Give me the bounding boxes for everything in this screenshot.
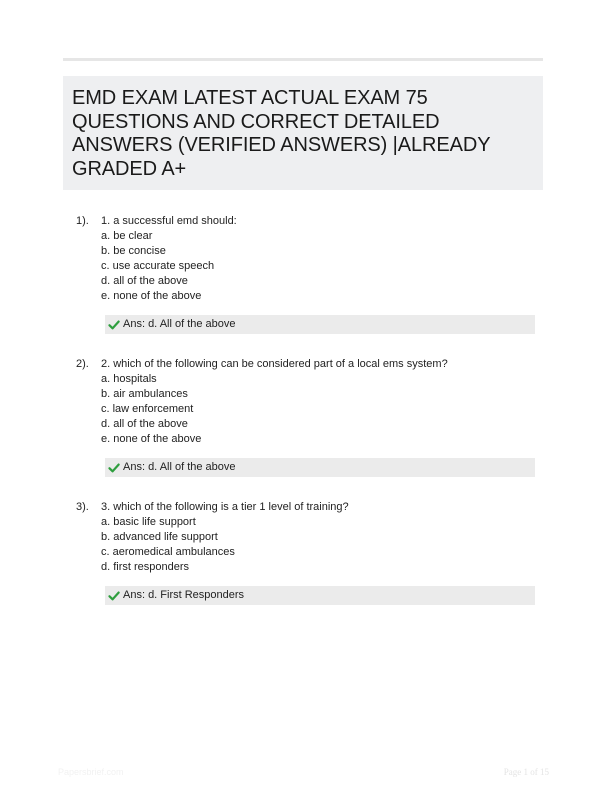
option-d: d. all of the above <box>101 418 188 430</box>
check-icon <box>108 319 120 331</box>
option-b: b. air ambulances <box>101 388 188 400</box>
check-icon <box>108 590 120 602</box>
answer-text: Ans: d. All of the above <box>123 461 236 473</box>
footer-site: Papersbrief.com <box>58 767 124 777</box>
option-d: d. all of the above <box>101 275 188 287</box>
question-item <box>63 500 543 606</box>
option-e: e. none of the above <box>101 290 202 302</box>
question-number: 2). <box>76 358 89 370</box>
option-b: b. advanced life support <box>101 531 218 543</box>
check-icon <box>108 462 120 474</box>
answer-box <box>105 458 535 477</box>
answer-box <box>105 315 535 334</box>
option-c: c. use accurate speech <box>101 260 215 272</box>
question-text: 3. which of the following is a tier 1 level of training? <box>101 501 349 513</box>
option-a: a. hospitals <box>101 373 157 385</box>
question-number: 3). <box>76 501 89 513</box>
option-a: a. be clear <box>101 230 153 242</box>
document-title: EMD EXAM LATEST ACTUAL EXAM 75 QUESTIONS AND CORRECT DETAILED ANSWERS (VERIFIED ANSWERS) |ALREADY GRADED A+ <box>72 87 491 180</box>
question-item <box>63 357 543 477</box>
option-c: c. law enforcement <box>101 403 194 415</box>
option-d: d. first responders <box>101 561 190 573</box>
footer-page-number: Page 1 of 15 <box>503 767 549 777</box>
question-item <box>63 214 543 334</box>
option-b: b. be concise <box>101 245 166 257</box>
answer-box <box>105 586 535 605</box>
question-text: 1. a successful emd should: <box>101 215 237 227</box>
option-e: e. none of the above <box>101 433 202 445</box>
option-a: a. basic life support <box>101 516 196 528</box>
top-divider <box>63 58 543 61</box>
answer-text: Ans: d. All of the above <box>123 318 236 330</box>
question-number: 1). <box>76 215 89 227</box>
option-c: c. aeromedical ambulances <box>101 546 235 558</box>
question-text: 2. which of the following can be considered part of a local ems system? <box>101 358 448 370</box>
answer-text: Ans: d. First Responders <box>123 589 245 601</box>
title-banner <box>63 76 543 190</box>
